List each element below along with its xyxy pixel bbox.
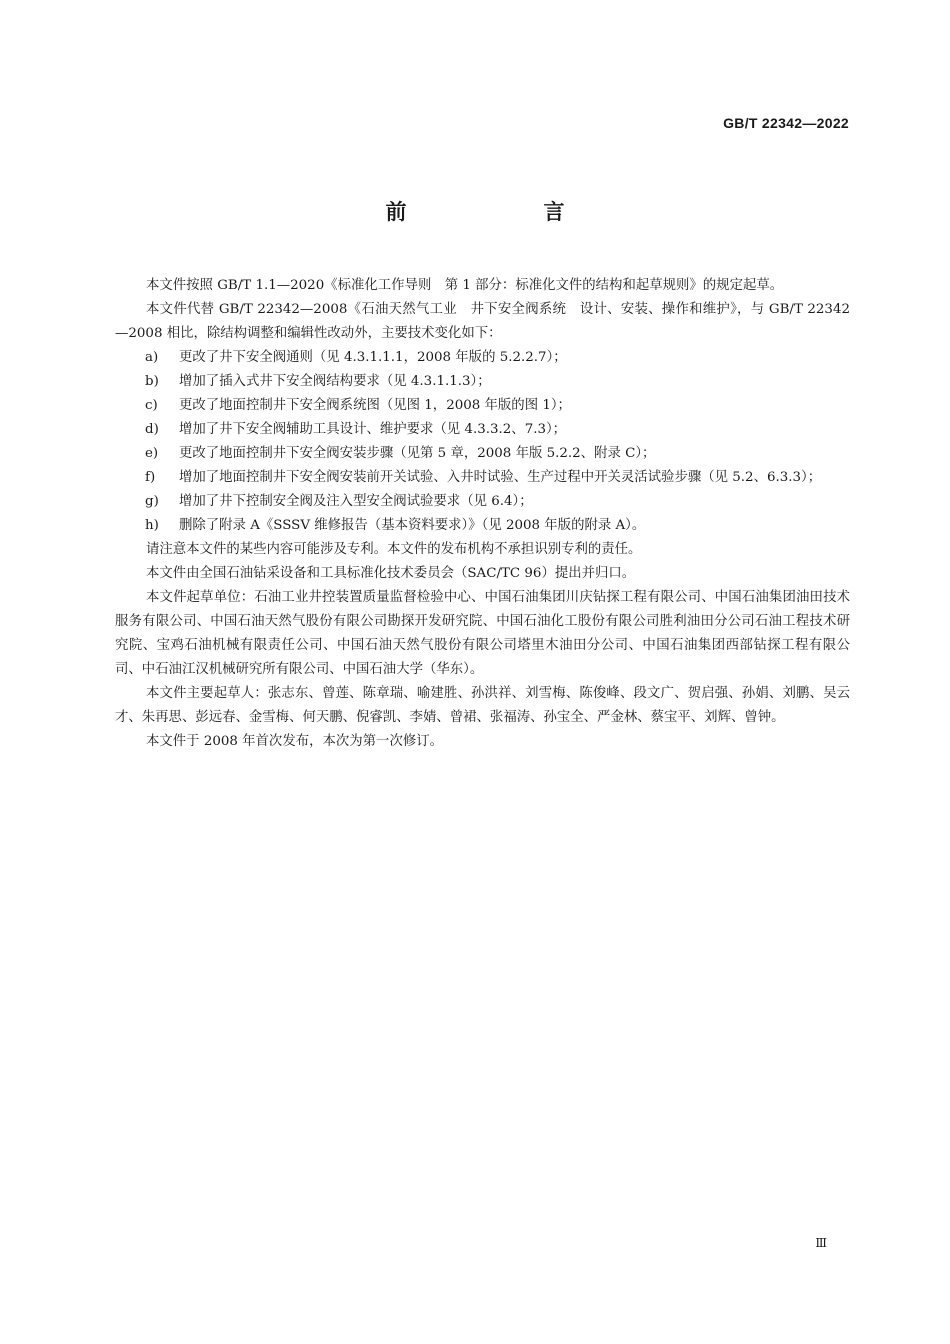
list-item-text: 删除了附录 A《SSSV 维修报告（基本资料要求）》（见 2008 年版的附录 A）。 [179,518,646,533]
list-item [115,394,850,418]
paragraph: 本文件主要起草人：张志东、曾莲、陈章瑞、喻建胜、孙洪祥、刘雪梅、陈俊峰、段文广、贺启强、孙娟、刘鹏、吴云才、朱再思、彭远春、金雪梅、何天鹏、倪睿凯、李婧、曾裙、张福涛、孙宝全、严金林、蔡宝平、刘辉、曾钟。 [115,686,850,725]
list-item-text: 更改了井下安全阀通则（见 4.3.1.1.1，2008 年版的 5.2.2.7）； [179,350,567,365]
paragraph: 本文件代替 GB/T 22342—2008《石油天然气工业 井下安全阀系统 设计、安装、操作和维护》，与 GB/T 22342—2008 相比，除结构调整和编辑性改动外，主要技术变化如下： [115,302,850,341]
list-item-text: 更改了地面控制井下安全阀系统图（见图 1，2008 年版的图 1）； [179,398,571,413]
list-item [115,370,850,394]
standard-number: GB/T 22342—2022 [723,115,849,131]
list-item [115,466,850,490]
list-marker: d) [145,422,159,437]
paragraph: 请注意本文件的某些内容可能涉及专利。本文件的发布机构不承担识别专利的责任。 [146,542,642,557]
list-marker: a) [145,350,159,365]
list-marker: g) [145,494,159,509]
list-item-text: 增加了井下控制安全阀及注入型安全阀试验要求（见 6.4）； [179,494,533,509]
list-item [115,514,850,538]
list-marker: h) [145,518,159,533]
list-marker: c) [145,398,158,413]
list-item-text: 增加了地面控制井下安全阀安装前开关试验、入井时试验、生产过程中开关灵活试验步骤（见 5.2、6.3.3）； [179,470,822,485]
list-item [115,346,850,370]
paragraph: 本文件由全国石油钻采设备和工具标准化技术委员会（SAC/TC 96）提出并归口。 [146,566,636,581]
changes-list [115,346,850,538]
paragraph: 本文件按照 GB/T 1.1—2020《标准化工作导则 第 1 部分：标准化文件的结构和起草规则》的规定起草。 [146,278,784,293]
list-item [115,442,850,466]
list-item-text: 增加了插入式井下安全阀结构要求（见 4.3.1.1.3）； [179,374,491,389]
list-item [115,490,850,514]
page-title: 前 言 [385,200,623,224]
paragraph: 本文件起草单位：石油工业井控装置质量监督检验中心、中国石油集团川庆钻探工程有限公司、中国石油集团油田技术服务有限公司、中国石油天然气股份有限公司勘探开发研究院、中国石油化工股份有限公司胜利油田分公司石油工程技术研究院、宝鸡石油机械有限责任公司、中国石油天然气股份有限公司塔里木油田分公司、中国石油集团西部钻探工程有限公司、中石油江汉机械研究所有限公司、中国石油大学（华东）。 [115,590,850,677]
list-marker: f) [145,470,156,485]
list-item-text: 更改了地面控制井下安全阀安装步骤（见第 5 章，2008 年版 5.2.2、附录 C）； [179,446,656,461]
list-marker: e) [145,446,159,461]
paragraph: 本文件于 2008 年首次发布，本次为第一次修订。 [146,734,444,749]
page-number: Ⅲ [815,1236,827,1250]
list-item [115,418,850,442]
list-marker: b) [145,374,159,389]
list-item-text: 增加了井下安全阀辅助工具设计、维护要求（见 4.3.3.2、7.3）； [179,422,567,437]
foreword-body [115,274,850,754]
